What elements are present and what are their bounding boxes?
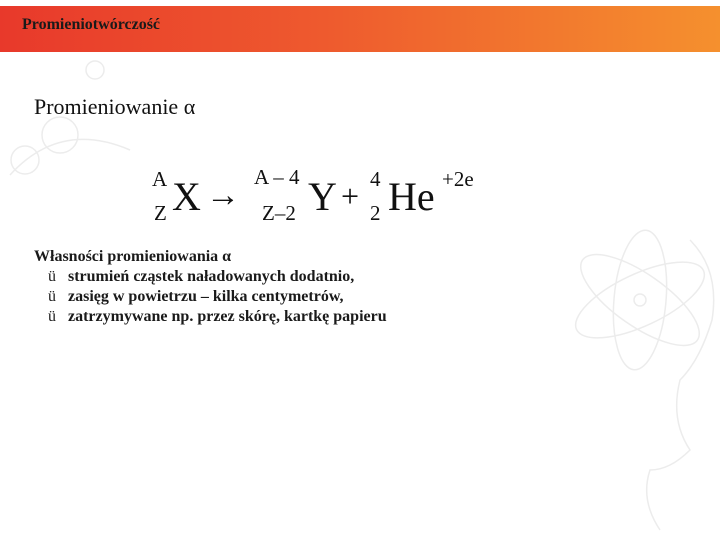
alpha-charge: +2e [442,167,474,191]
list-item-text: zasięg w powietrzu – kilka centymetrów, [68,288,344,305]
alpha-atomic-number: 2 [370,201,381,224]
reaction-arrow: → [206,177,240,214]
daughter-atomic-number: Z–2 [262,201,296,224]
properties-heading: Własności promieniowania α [34,248,232,265]
alpha-decay-equation [148,160,498,224]
list-item-text: zatrzymywane np. przez skórę, kartkę papieru [68,308,387,325]
header-title: Promieniotwórczość [22,16,161,33]
checkmark-icon: ü [48,308,56,325]
parent-mass-number: A [152,167,168,191]
properties-list [34,267,387,327]
daughter-symbol: Y [308,174,337,219]
list-item [34,267,387,287]
alpha-mass-number: 4 [370,167,381,191]
properties-section [34,247,387,327]
list-item [34,287,387,307]
checkmark-icon: ü [48,268,56,285]
checkmark-icon: ü [48,288,56,305]
parent-symbol: X [172,174,201,219]
alpha-symbol: He [388,174,435,219]
daughter-mass-number: A – 4 [254,165,300,189]
parent-atomic-number: Z [154,201,167,224]
slide-title: Promieniowanie α [34,94,196,119]
list-item [34,307,387,327]
list-item-text: strumień cząstek naładowanych dodatnio, [68,268,355,285]
plus-sign: + [341,178,360,214]
